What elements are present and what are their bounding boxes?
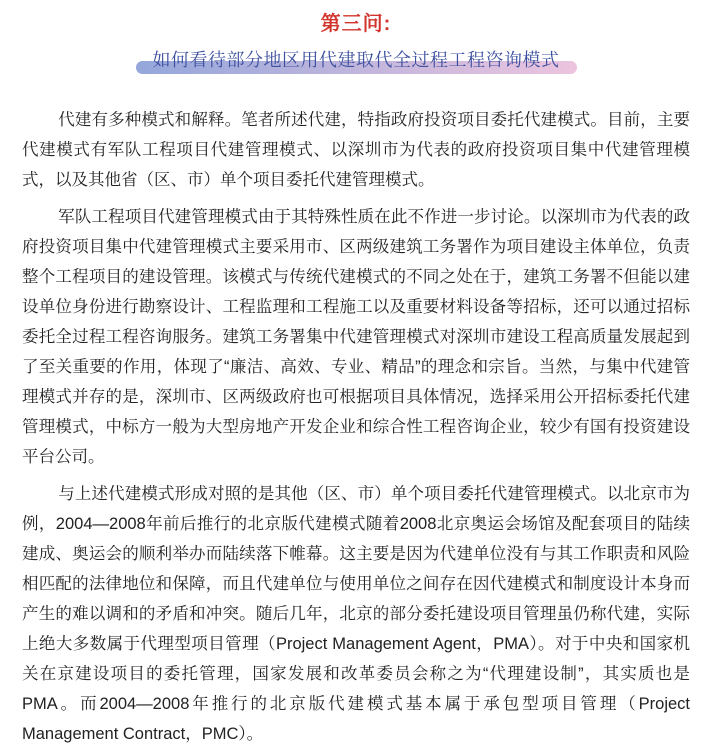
article-subtitle: [153, 47, 560, 73]
paragraph-3: 与上述代建模式形成对照的是其他（区、市）单个项目委托代建管理模式。以北京市为例，2004—2008年前后推行的北京版代建模式随着2008北京奥运会场馆及配套项目的陆续建成、奥运会的顺利举办而陆续落下帷幕。这主要是因为代建单位没有与其工作职责和风险相匹配的法律地位和保障，而且代建单位与使用单位之间存在因代建模式和制度设计本身而产生的难以调和的矛盾和冲突。随后几年，北京的部分委托建设项目管理虽仍称代建，实际上绝大多数属于代理型项目管理（Project Management Agent，PMA）。对于中央和国家机关在京建设项目的委托管理，国家发展和改革委员会称之为“代理建设制”，其实质也是PMA。而2004—2008年推行的北京版代建模式基本属于承包型项目管理（Project Management Contract，PMC）。: [22, 485, 690, 743]
section-title: 第三问:: [320, 13, 392, 35]
article-body: [22, 105, 690, 749]
subtitle-text: 如何看待部分地区用代建取代全过程工程咨询模式: [152, 50, 560, 70]
paragraph-1: 代建有多种模式和解释。笔者所述代建，特指政府投资项目委托代建模式。目前，主要代建模式有军队工程项目代建管理模式、以深圳市为代表的政府投资项目集中代建管理模式，以及其他省（区、市）单个项目委托代建管理模式。: [22, 111, 690, 189]
paragraph-2: 军队工程项目代建管理模式由于其特殊性质在此不作进一步讨论。以深圳市为代表的政府投资项目集中代建管理模式主要采用市、区两级建筑工务署作为项目建设主体单位，负责整个工程项目的建设管理。该模式与传统代建模式的不同之处在于，建筑工务署不但能以建设单位身份进行勘察设计、工程监理和工程施工以及重要材料设备等招标，还可以通过招标委托全过程工程咨询服务。建筑工务署集中代建管理模式对深圳市建设工程高质量发展起到了至关重要的作用，体现了“廉洁、高效、专业、精品”的理念和宗旨。当然，与集中代建管理模式并存的是，深圳市、区两级政府也可根据项目具体情况，选择采用公开招标委托代建管理模式，中标方一般为大型房地产开发企业和综合性工程咨询企业，较少有国有投资建设平台公司。: [22, 208, 690, 466]
subtitle-row: [0, 47, 712, 73]
